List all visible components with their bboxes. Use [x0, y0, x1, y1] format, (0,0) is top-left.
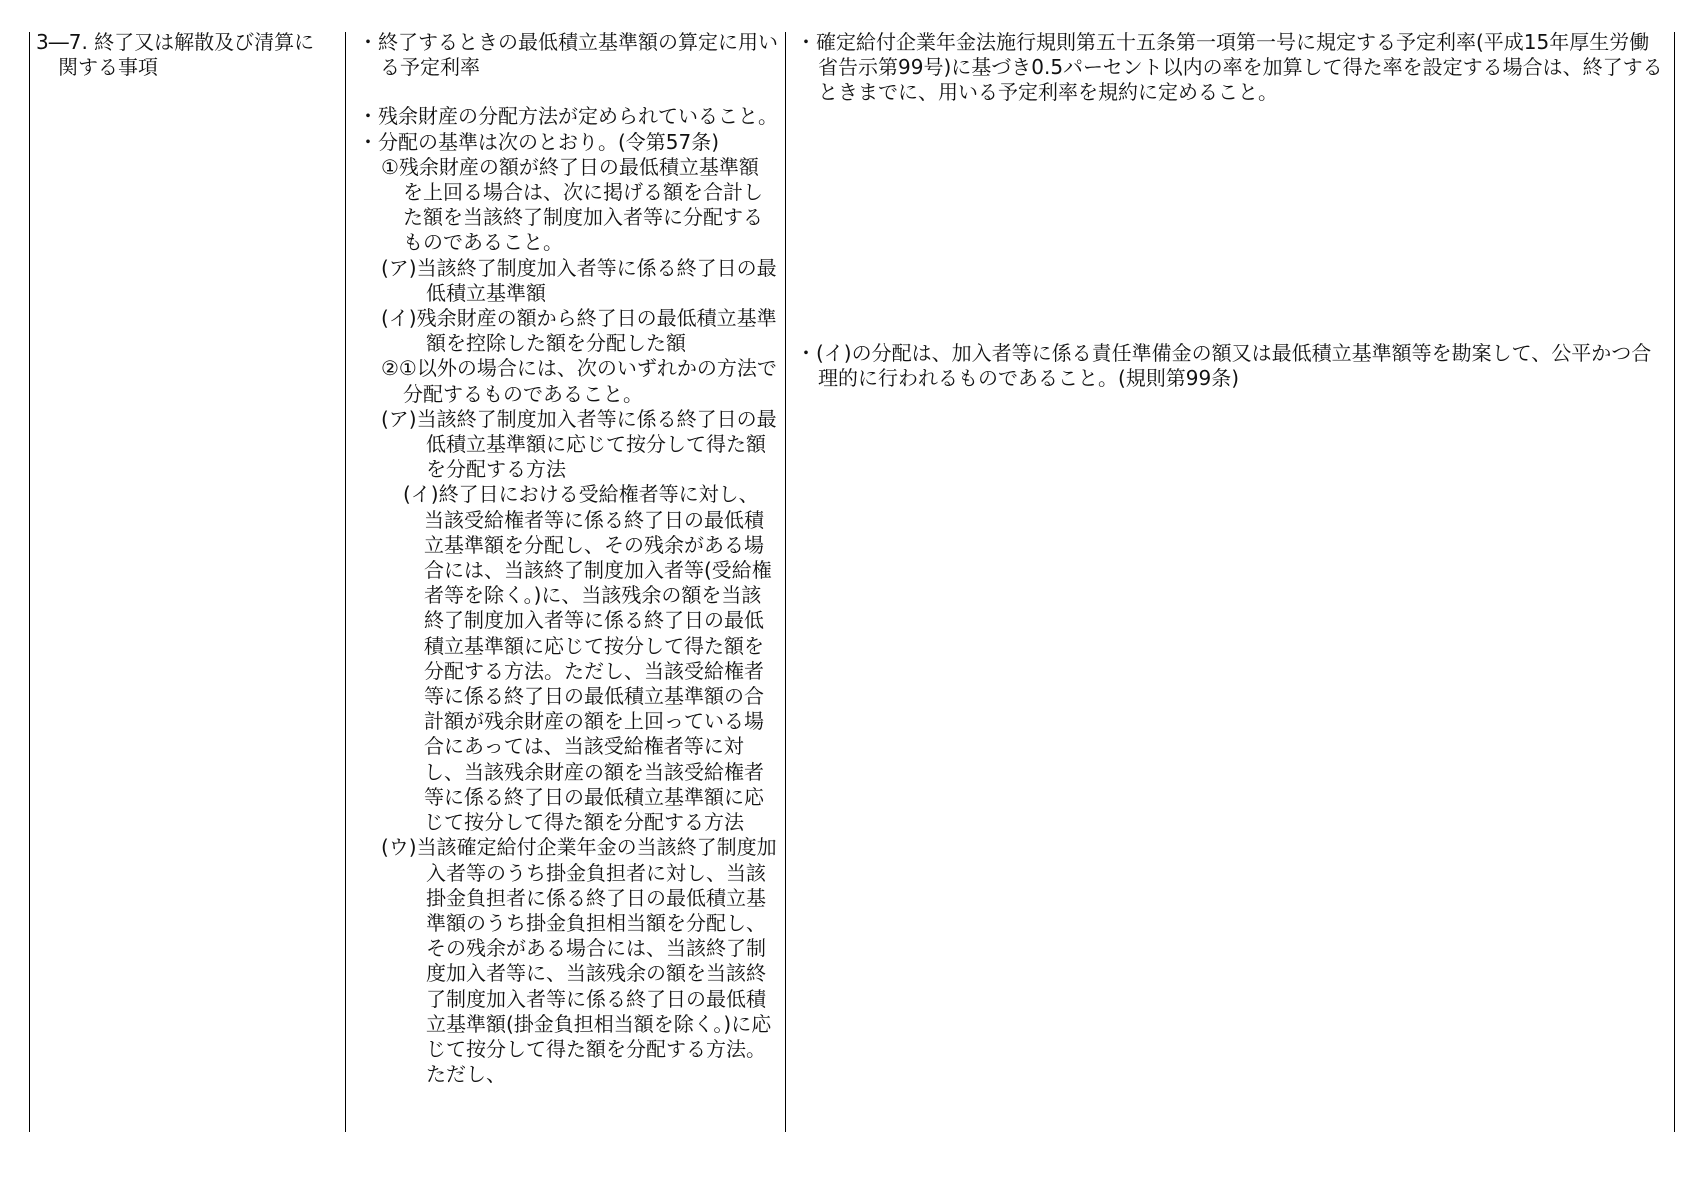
criteria-subitem-2-i: (イ)終了日における受給権者等に対し、当該受給権者等に係る終了日の最低積立基準額を分配し、その残余がある場合には、当該終了制度加入者等(受給権者等を除く。)に、当該残余の額を当該終了制度加入者等に係る終了日の最低積立基準額に応じて按分して得た額を分配する方法。ただし、当該受給権者等に係る終了日の最低積立基準額の合計額が残余財産の額を上回っている場合にあっては、当該受給権者等に対し、当該残余財産の額を当該受給権者等に係る終了日の最低積立基準額に応じて按分して得た額を分配する方法	[403, 482, 772, 835]
section-title-column	[36, 30, 341, 80]
section-title-continued: 関する事項	[58, 55, 158, 80]
criteria-item-distribution-basis: ・分配の基準は次のとおり。(令第57条)	[358, 129, 720, 154]
section-title: 終了又は解散及び清算に	[94, 30, 315, 54]
criteria-subitem-1-a: (ア)当該終了制度加入者等に係る終了日の最低積立基準額	[381, 255, 777, 305]
criteria-item-interest-rate: ・終了するときの最低積立基準額の算定に用いる予定利率	[358, 30, 778, 80]
column-divider-1	[345, 32, 346, 1132]
criteria-item-distribution-method: ・残余財産の分配方法が定められていること。	[358, 104, 778, 129]
section-heading	[36, 30, 341, 55]
table-border-right	[1674, 32, 1675, 1132]
column-divider-2	[785, 32, 786, 1132]
section-number: 3―7.	[36, 30, 88, 54]
criteria-subitem-1-i: (イ)残余財産の額から終了日の最低積立基準額を控除した額を分配した額	[381, 306, 777, 356]
note-interest-rate: ・確定給付企業年金法施行規則第五十五条第一項第一号に規定する予定利率(平成15年厚生労働省告示第99号)に基づき0.5パーセント以内の率を加算して得た率を設定する場合は、終了するときまでに、用いる予定利率を規約に定めること。	[796, 30, 1663, 105]
criteria-subitem-2-a: (ア)当該終了制度加入者等に係る終了日の最低積立基準額に応じて按分して得た額を分配する方法	[381, 406, 777, 482]
criteria-subitem-1: ①残余財産の額が終了日の最低積立基準額を上回る場合は、次に掲げる額を合計した額を当該終了制度加入者等に分配するものであること。	[381, 154, 763, 255]
table-border-left	[29, 32, 30, 1132]
spacer	[358, 80, 778, 104]
note-distribution: ・(イ)の分配は、加入者等に係る責任準備金の額又は最低積立基準額等を勘案して、公平かつ合理的に行われるものであること。(規則第99条)	[796, 340, 1652, 390]
criteria-column	[358, 30, 778, 1087]
criteria-subitem-2-u: (ウ)当該確定給付企業年金の当該終了制度加入者等のうち掛金負担者に対し、当該掛金負担者に係る終了日の最低積立基準額のうち掛金負担相当額を分配し、その残余がある場合には、当該終了制度加入者等に、当該残余の額を当該終了制度加入者等に係る終了日の最低積立基準額(掛金負担相当額を除く。)に応じて按分して得た額を分配する方法。ただし、	[381, 835, 777, 1087]
notes-column	[796, 30, 1666, 391]
criteria-subitem-2: ②①以外の場合には、次のいずれかの方法で分配するものであること。	[381, 356, 777, 406]
